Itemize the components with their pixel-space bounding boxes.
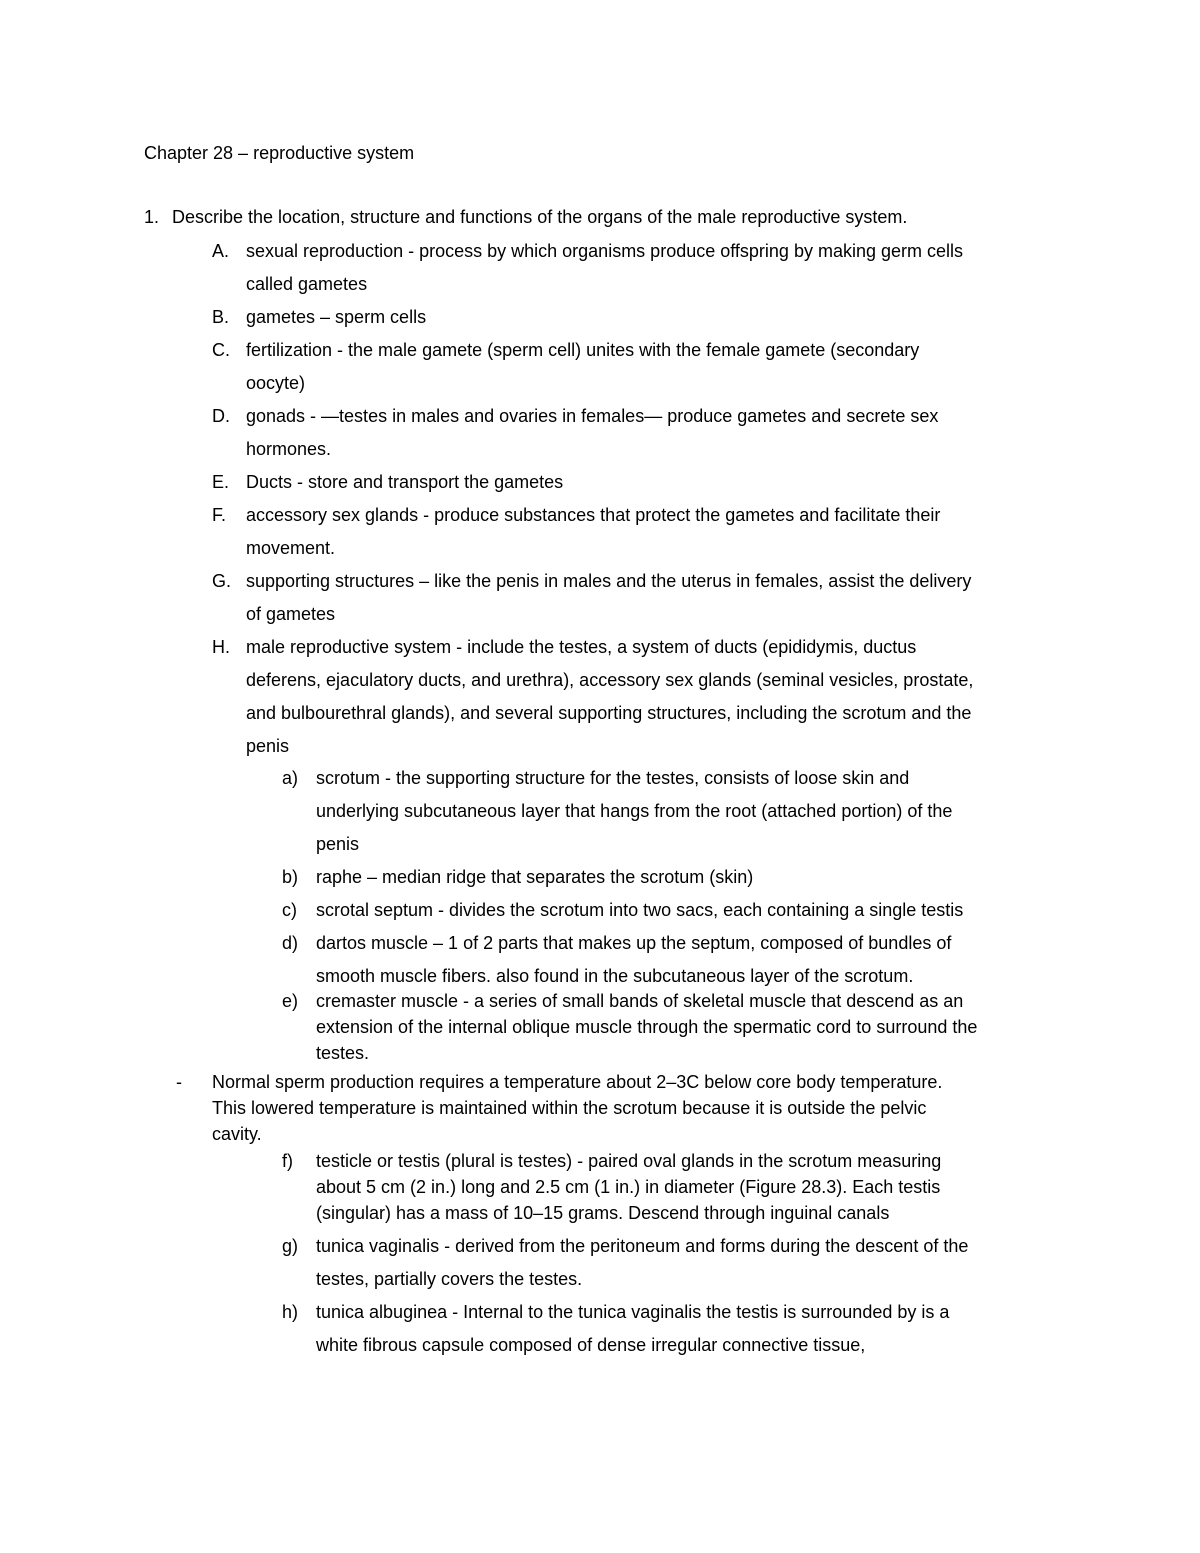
sub-item-a-line: scrotum - the supporting structure for the testes, consists of loose skin and [316, 768, 910, 788]
sub-item-f-line: testicle or testis (plural is testes) - paired oval glands in the scrotum measuring [316, 1151, 942, 1171]
list-item-f-marker: F. [212, 505, 227, 525]
list-item-g-line: of gametes [246, 604, 336, 624]
sub-item-h-line: tunica albuginea - Internal to the tunica vaginalis the testis is surrounded by is a [316, 1302, 950, 1322]
note-line: cavity. [212, 1124, 262, 1144]
list-item-h-line: male reproductive system - include the testes, a system of ducts (epididymis, ductus [246, 637, 917, 657]
sub-item-b-marker: b) [282, 867, 299, 887]
note-marker: - [176, 1072, 182, 1092]
list-item-b-marker: B. [212, 307, 230, 327]
sub-item-d-line: dartos muscle – 1 of 2 parts that makes up the septum, composed of bundles of [316, 933, 952, 953]
sub-item-e-line: cremaster muscle - a series of small bands of skeletal muscle that descend as an [316, 991, 964, 1011]
list-item-b-line: gametes – sperm cells [246, 307, 427, 327]
list-item-e-marker: E. [212, 472, 230, 492]
list-item-c-marker: C. [212, 340, 230, 360]
list-item-e-line: Ducts - store and transport the gametes [246, 472, 564, 492]
list-item-d-line: hormones. [246, 439, 332, 459]
sub-item-h-marker: h) [282, 1302, 299, 1322]
sub-item-d-line: smooth muscle fibers. also found in the subcutaneous layer of the scrotum. [316, 966, 914, 986]
sub-item-e-marker: e) [282, 991, 299, 1011]
sub-item-c-marker: c) [282, 900, 297, 920]
list-item-a-line: sexual reproduction - process by which organisms produce offspring by making germ cells [246, 241, 964, 261]
sub-item-g-marker: g) [282, 1236, 299, 1256]
list-item-h-line: penis [246, 736, 290, 756]
list-item-g-line: supporting structures – like the penis in males and the uterus in females, assist the delivery [246, 571, 972, 591]
list-item-h-line: deferens, ejaculatory ducts, and urethra), accessory sex glands (seminal vesicles, prostate, [246, 670, 974, 690]
list-item-a-marker: A. [212, 241, 230, 261]
sub-item-g-line: testes, partially covers the testes. [316, 1269, 583, 1289]
sub-item-a-line: underlying subcutaneous layer that hangs from the root (attached portion) of the [316, 801, 953, 821]
list-item-f-line: accessory sex glands - produce substances that protect the gametes and facilitate their [246, 505, 941, 525]
note-line: Normal sperm production requires a temperature about 2–3C below core body temperature. [212, 1072, 943, 1092]
list-item-h-marker: H. [212, 637, 230, 657]
list-item-f-line: movement. [246, 538, 336, 558]
question-1-marker: 1. [144, 207, 160, 227]
sub-item-e-line: extension of the internal oblique muscle through the spermatic cord to surround the [316, 1017, 978, 1037]
list-item-g-marker: G. [212, 571, 232, 591]
note-line: This lowered temperature is maintained within the scrotum because it is outside the pelvic [212, 1098, 927, 1118]
list-item-a-line: called gametes [246, 274, 368, 294]
list-item-c-line: oocyte) [246, 373, 306, 393]
sub-item-d-marker: d) [282, 933, 299, 953]
list-item-d-marker: D. [212, 406, 230, 426]
page-title: Chapter 28 – reproductive system [144, 143, 415, 163]
sub-item-b-line: raphe – median ridge that separates the scrotum (skin) [316, 867, 754, 887]
sub-item-f-line: about 5 cm (2 in.) long and 2.5 cm (1 in.) in diameter (Figure 28.3). Each testis [316, 1177, 941, 1197]
list-item-c-line: fertilization - the male gamete (sperm cell) unites with the female gamete (secondary [246, 340, 920, 360]
sub-item-h-line: white fibrous capsule composed of dense irregular connective tissue, [316, 1335, 866, 1355]
sub-item-e-line: testes. [316, 1043, 370, 1063]
sub-item-f-line: (singular) has a mass of 10–15 grams. Descend through inguinal canals [316, 1203, 890, 1223]
sub-item-a-line: penis [316, 834, 360, 854]
sub-item-a-marker: a) [282, 768, 299, 788]
list-item-d-line: gonads - —testes in males and ovaries in females— produce gametes and secrete sex [246, 406, 939, 426]
question-1-line: Describe the location, structure and functions of the organs of the male reproductive system. [172, 207, 908, 227]
sub-item-f-marker: f) [282, 1151, 293, 1171]
sub-item-g-line: tunica vaginalis - derived from the peritoneum and forms during the descent of the [316, 1236, 969, 1256]
list-item-h-line: and bulbourethral glands), and several supporting structures, including the scrotum and the [246, 703, 972, 723]
sub-item-c-line: scrotal septum - divides the scrotum into two sacs, each containing a single testis [316, 900, 964, 920]
